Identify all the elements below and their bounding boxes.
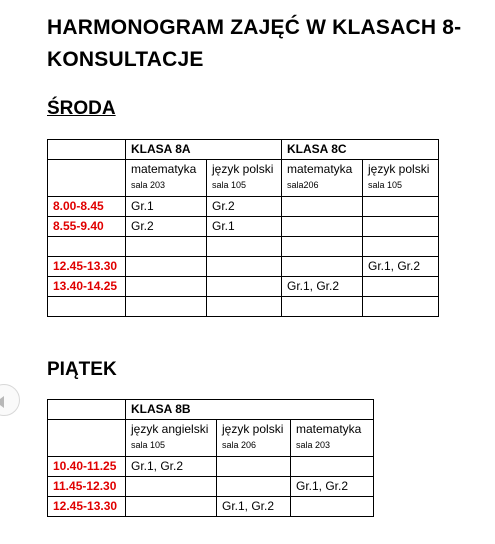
table-cell (282, 237, 363, 257)
empty-cell (48, 400, 126, 420)
schedule-table-wednesday (47, 139, 439, 317)
table-cell (126, 497, 217, 517)
empty-cell (48, 420, 126, 457)
table-cell: Gr.1, Gr.2 (282, 277, 363, 297)
room-label: sala 203 (131, 180, 166, 190)
table-cell: Gr.1 (207, 217, 282, 237)
table-cell (207, 237, 282, 257)
table-cell (363, 197, 439, 217)
subject-header (126, 160, 207, 197)
time-slot: 8.00-8.45 (48, 197, 126, 217)
table-cell (282, 297, 363, 317)
subject-name: język polski (222, 422, 284, 436)
time-slot: 12.45-13.30 (48, 497, 126, 517)
time-slot: 11.45-12.30 (48, 477, 126, 497)
subject-header-row (48, 420, 374, 457)
table-row (48, 197, 439, 217)
table-row (48, 237, 439, 257)
room-label: sala 206 (222, 440, 257, 450)
table-row (48, 457, 374, 477)
room-label: sala 105 (212, 180, 247, 190)
subject-name: język polski (368, 162, 430, 176)
table-cell (126, 277, 207, 297)
table-row (48, 217, 439, 237)
table-cell (363, 277, 439, 297)
table-cell: Gr.2 (207, 197, 282, 217)
table-cell (363, 217, 439, 237)
table-cell (207, 297, 282, 317)
time-slot: 12.45-13.30 (48, 257, 126, 277)
subject-header (282, 160, 363, 197)
table-row (48, 277, 439, 297)
day-heading-friday: PIĄTEK (47, 359, 117, 380)
table-row (48, 257, 439, 277)
table-cell (291, 457, 374, 477)
subject-header (207, 160, 282, 197)
table-cell (217, 457, 291, 477)
table-cell (126, 257, 207, 277)
empty-cell (48, 140, 126, 160)
room-label: sala206 (287, 180, 319, 190)
subject-header (126, 420, 217, 457)
table-cell (126, 237, 207, 257)
table-cell (126, 297, 207, 317)
room-label: sala 203 (296, 440, 331, 450)
subject-header (217, 420, 291, 457)
subject-name: matematyka (287, 162, 353, 176)
room-label: sala 105 (368, 180, 403, 190)
table-row (48, 477, 374, 497)
table-cell: Gr.2 (126, 217, 207, 237)
chevron-left-icon (0, 396, 4, 408)
subject-header (291, 420, 374, 457)
class-header: KLASA 8B (126, 400, 374, 420)
time-slot: 10.40-11.25 (48, 457, 126, 477)
empty-cell (48, 160, 126, 197)
subject-header (363, 160, 439, 197)
table-cell (217, 477, 291, 497)
table-header-row (48, 140, 439, 160)
subject-name: język polski (212, 162, 274, 176)
table-cell (363, 297, 439, 317)
subject-name: język angielski (131, 422, 209, 436)
table-cell (207, 277, 282, 297)
time-slot: 8.55-9.40 (48, 217, 126, 237)
table-cell: Gr.1 (126, 197, 207, 217)
subject-name: matematyka (296, 422, 362, 436)
table-cell (207, 257, 282, 277)
time-slot (48, 297, 126, 317)
day-heading-wednesday: ŚRODA (47, 98, 116, 119)
table-row (48, 497, 374, 517)
time-slot (48, 237, 126, 257)
table-cell (126, 477, 217, 497)
table-cell (291, 497, 374, 517)
subject-name: matematyka (131, 162, 197, 176)
table-cell (363, 237, 439, 257)
table-cell (282, 257, 363, 277)
time-slot: 13.40-14.25 (48, 277, 126, 297)
table-cell: Gr.1, Gr.2 (291, 477, 374, 497)
class-header: KLASA 8C (282, 140, 439, 160)
table-row (48, 297, 439, 317)
subject-header-row (48, 160, 439, 197)
table-cell: Gr.1, Gr.2 (363, 257, 439, 277)
class-header: KLASA 8A (126, 140, 282, 160)
room-label: sala 105 (131, 440, 166, 450)
table-cell (282, 197, 363, 217)
document-title: HARMONOGRAM ZAJĘĆ W KLASACH 8-KONSULTACJE (47, 16, 462, 71)
schedule-table-friday (47, 399, 374, 517)
table-cell (282, 217, 363, 237)
table-cell: Gr.1, Gr.2 (126, 457, 217, 477)
table-header-row (48, 400, 374, 420)
table-cell: Gr.1, Gr.2 (217, 497, 291, 517)
